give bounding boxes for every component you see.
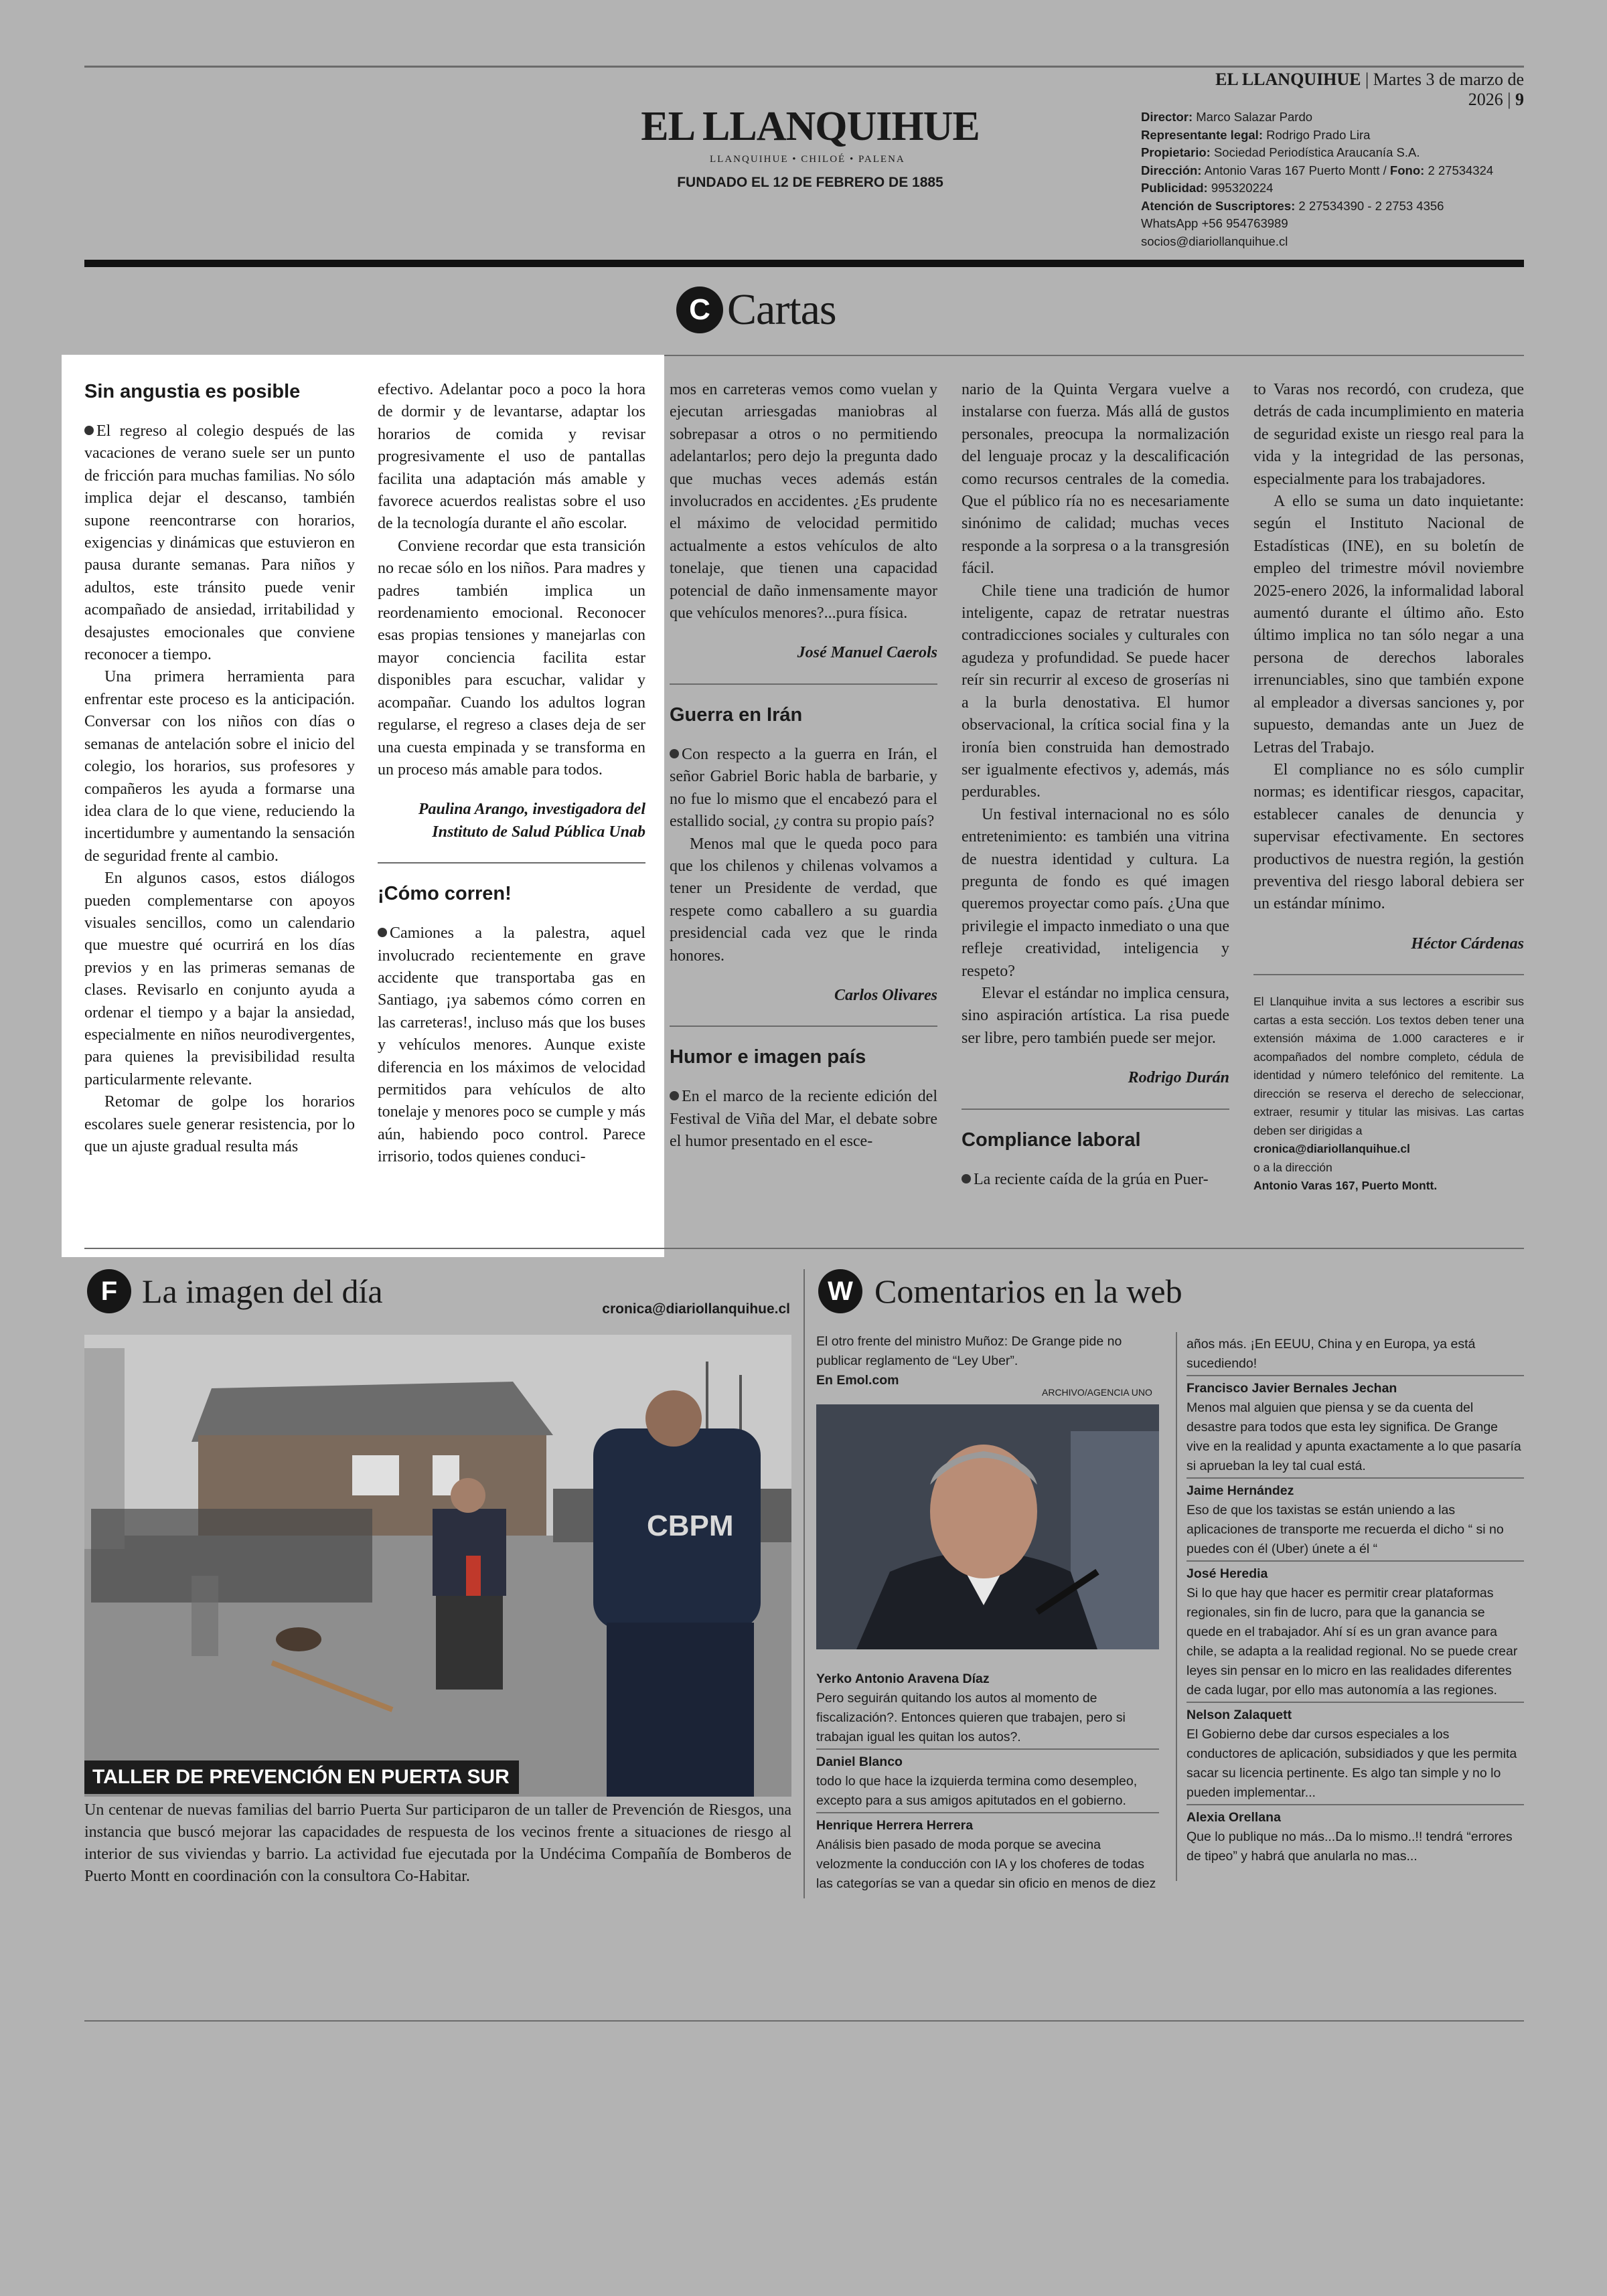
comment: Jaime Hernández Eso de que los taxistas se están uniendo a las aplicaciones de transporte me recuerda el dicho “ si no puedes con él (Uber) únete a él “ (1187, 1477, 1524, 1559)
divider (670, 683, 937, 685)
comment: Yerko Antonio Aravena Díaz Pero seguirán quitando los autos al momento de fiscalización?. Entonces quieren que trabajen, pero si trabajan igual les quitan los autos?. (816, 1667, 1159, 1747)
submission-address: Antonio Varas 167, Puerto Montt. (1253, 1179, 1438, 1193)
comment-author: José Heredia (1187, 1566, 1268, 1581)
letters-column-1: Sin angustia es posible El regreso al colegio después de las vacaciones de verano suele ser un punto de fricción para muchas familias. No sólo implica dejar el descanso, también supone reencontrarse con horarios, exigencias y dinámicas que estuvieron en pausa durante semanas. Para niños y adultos, este tránsito puede venir acompañado de ansiedad, irritabilidad y desajustes emocionales que conviene reconocer a tiempo. Una primera herramienta para enfrentar este proceso es la anticipación. Conversar con los niños con días o semanas de antelación sobre el inicio del colegio, los horarios, sus profesores y compañeros les ayuda a formarse una idea clara de lo que viene, reduciendo la incertidumbre y aumentando la sensación de seguridad frente al cambio. En algunos casos, estos diálogos pueden complementarse con apoyos visuales sencillos, como un calendario que muestre qué ocurrirá en los días previos y en las primeras semanas de clases. Revisarlo en conjunto ayuda a ordenar el tiempo y a bajar la ansiedad, especialmente en niños neurodivergentes, para quienes la previsibilidad resulta particularmente relevante. Retomar de golpe los horarios escolares suele generar resistencia, por lo que un ajuste gradual resulta más (84, 379, 355, 1158)
letter-title: Humor e imagen país (670, 1046, 866, 1068)
divider (670, 1026, 937, 1027)
photo-illustration (84, 1335, 791, 1797)
top-rule (84, 66, 1524, 68)
comment: Alexia Orellana Que lo publique no más...Da lo mismo..!! tendrá “errores de tipeo” y habrá que anularla no mas... (1187, 1804, 1524, 1866)
bullet-icon (962, 1174, 971, 1183)
page-folio: EL LLANQUIHUE | Martes 3 de marzo de 2026 | 9 (1215, 70, 1524, 109)
image-of-day-header (87, 1269, 383, 1313)
letter-signature: Rodrigo Durán (1128, 1069, 1229, 1087)
bullet-icon (670, 749, 679, 758)
comments-logo-icon: W (818, 1269, 862, 1313)
portrait-photo (816, 1404, 1159, 1649)
section-logo-icon: C (676, 286, 723, 333)
lead-source: En Emol.com (816, 1373, 899, 1388)
comment: Nelson Zalaquett El Gobierno debe dar cursos especiales a los conductores de aplicación, subsidiados y que les permita sacar su licencia pertinente. Es algo tan simple y no lo pueden implementar... (1187, 1702, 1524, 1803)
staff-box: Director: Marco Salazar Pardo Representante legal: Rodrigo Prado Lira Propietario: Sociedad Periodística Araucanía S.A. Dirección: Antonio Varas 167 Puerto Montt / Fono: 2 27534324 Publicidad: 995320224 Atención de Suscriptores: 2 27534390 - 2 2753 4356 WhatsApp +56 954763989 socios@diariollanquihue.cl (1141, 108, 1543, 250)
letter-title: ¡Cómo corren! (378, 883, 512, 905)
divider (962, 1109, 1229, 1110)
founded-date: FUNDADO EL 12 DE FEBRERO DE 1885 (677, 175, 943, 190)
letter-title: Guerra en Irán (670, 704, 803, 726)
letter-title: Compliance laboral (962, 1129, 1141, 1151)
letters-column-4: nario de la Quinta Vergara vuelve a instalarse con fuerza. Más allá de gustos personales, preocupa la normalización del lenguaje procaz y la descalificación como recursos centrales de la comedia. Que el público ría no es necesariamente sinónimo de calidad; muchas veces responde a la sorpresa o a la transgresión fácil. Chile tiene una tradición de humor inteligente, capaz de retratar nuestras contradicciones sociales y culturales con agudeza y profundidad. Se puede hacer reír sin recurrir al exceso de groserías ni a la burla denostativa. El humor observacional, la crítica social fina y la ironía bien construida han demostrado ser igualmente efectivos y, además, más perdurables. Un festival internacional no es sólo entretenimiento: es también una vitrina de nuestra identidad y cultura. La pregunta de fondo es qué imagen queremos proyectar como país. ¿Una que privilegie el impacto inmediato o una que refleje creatividad, inteligencia y respeto? Elevar el estándar no implica censura, sino aspiración artística. La risa puede ser libre, pero también puede ser mejor. Rodrigo Durán Compliance laboral La reciente caída de la grúa en Puer- (962, 381, 1229, 1188)
letters-column-5: to Varas nos recordó, con crudeza, que detrás de cada incumplimiento en materia de seguridad existe un riesgo real para la vida y la integridad de las personas, especialmente para los trabajadores. A ello se suma un dato inquietante: según el Instituto Nacional de Estadísticas (INE), en su boletín de empleo del trimestre móvil noviembre 2025-enero 2026, la informalidad laboral aumentó durante el último año. Esto último implica no tan sólo negar a una persona de derechos laborales irrenunciables, sino que también expone al empleador a diversas sanciones y, por supuesto, demandas ante un Juez de Letras del Trabajo. El compliance no es sólo cumplir normas; es identificar riesgos, capacitar, establecer canales de denuncia y supervisar efectivamente. En sectores productivos de nuestra región, la gestión preventiva del riesgo laboral debiera ser un estándar mínimo. Héctor Cárdenas El Llanquihue invita a sus lectores a escribir sus cartas a esta sección. Los textos deben tener una extensión máxima de 1.000 caracteres e ir acompañados del nombre completo, cédula de identidad y número telefónico del remitente. La dirección se reserva el derecho de seleccionar, extraer, resumir y titular las misivas. Las cartas deben ser dirigidas a cronica@diariollanquihue.cl o a la dirección Antonio Varas 167, Puerto Montt. (1253, 379, 1524, 1196)
brand-name: EL LLANQUIHUE (641, 104, 980, 149)
bullet-icon (378, 928, 387, 937)
comments-left (816, 1667, 1159, 1895)
comment: Francisco Javier Bernales Jechan Menos mal alguien que piensa y se da cuenta del desastre para todos que esta ley significa. De Grange vive en la realidad y apunta exactamente a lo que pasaría si aprueban la ley tal cual está. (1187, 1375, 1524, 1476)
submission-note: El Llanquihue invita a sus lectores a escribir sus cartas a esta sección. Los textos deben tener una extensión máxima de 1.000 caracteres e ir acompañados del nombre completo, cédula de identidad y número telefónico del remitente. La dirección se reserva el derecho de seleccionar, extraer, resumir y titular las misivas. Las cartas deben ser dirigidas a cronica@diariollanquihue.cl o a la dirección Antonio Varas 167, Puerto Montt. (1253, 995, 1524, 1193)
comment-continued: años más. ¡En EEUU, China y en Europa, ya está sucediendo! (1187, 1337, 1476, 1371)
comment-author: Yerko Antonio Aravena Díaz (816, 1671, 990, 1686)
letter-signature: Carlos Olivares (834, 986, 937, 1004)
section-title: Cartas (727, 285, 836, 334)
comments-header (818, 1269, 1182, 1313)
subscriber-email: socios@diariollanquihue.cl (1141, 234, 1288, 248)
divider (378, 862, 645, 864)
brand-sub: LLANQUIHUE • CHILOÉ • PALENA (710, 154, 905, 165)
comment-author: Alexia Orellana (1187, 1810, 1281, 1825)
letter-signature: Héctor Cárdenas (1411, 934, 1524, 953)
masthead-rule (84, 260, 1524, 267)
portrait-illustration (816, 1404, 1159, 1649)
photo-text: Un centenar de nuevas familias del barrio Puerta Sur participaron de un taller de Prevención de Riesgos, una instancia que buscó mejorar las capacidades de respuesta de los vecinos frente a situaciones de riesgo al interior de sus viviendas y barrio. La actividad fue ejecutada por la Undécima Compañía de Bomberos de Puerto Montt en coordinación con la consultora Co-Habitar. (84, 1801, 791, 1885)
letter-signature: Paulina Arango, investigadora del Instituto de Salud Pública Unab (418, 801, 645, 841)
comment: José Heredia Si lo que hay que hacer es permitir crear plataformas regionales, sin fin de lucro, para que la ganancia se quede en el trabajador. Ahí sí es un gran avance para chile, se adapta a la realidad regional. No se puede crear leyes sin pensar en lo micro en las realidades diferentes de cada lugar, por ello mas autonomía a las regiones. (1187, 1560, 1524, 1700)
photo-caption: TALLER DE PREVENCIÓN EN PUERTA SUR (84, 1760, 519, 1794)
comments-lead (816, 1332, 1159, 1390)
comment-author: Jaime Hernández (1187, 1483, 1294, 1498)
letter-signature: José Manuel Caerols (797, 644, 937, 662)
image-of-day-email[interactable]: cronica@diariollanquihue.cl (602, 1301, 790, 1317)
letters-column-3: mos en carreteras vemos como vuelan y ejecutan arriesgadas maniobras al sobrepasar a otros o no permitiendo adelantarlos; pero dejo la pregunta dado que muchas veces además están involucrados en accidentes. ¿Es prudente el máximo de velocidad permitido actualmente a estos vehículos de alto tonelaje, que tienen una capacidad potencial de daño inmensamente mayor que vehículos menores?...pura física. José Manuel Caerols Guerra en Irán Con respecto a la guerra en Irán, el señor Gabriel Boric habla de barbarie, y no fue lo mismo que el encabezó para el estallido social, ¿y contra su propio país? Menos mal que le queda poco para que los chilenos y chilenas volvamos a tener un Presidente de verdad, que respete como caballero a su guardia presidencial cada vez que le rinda honores. Carlos Olivares Humor e imagen país En el marco de la reciente edición del Festival de Viña del Mar, el debate sobre el humor presentado en el esce- (670, 381, 937, 1151)
comments-right (1187, 1332, 1524, 1868)
letters-column-2: efectivo. Adelantar poco a poco la hora de dormir y de levantarse, adaptar los horarios de comida y revisar progresivamente el uso de pantallas facilita una adaptación más amable y favorece acuerdos realistas sobre el uso de la tecnología durante el año escolar. Conviene recordar que esta transición no recae sólo en los niños. Para madres y padres también implica un reordenamiento emocional. Reconocer esas propias tensiones y manejarlas con mayor conciencia facilita estar disponibles para escuchar, validar y acompañar. Cuando los adultos logran regularse, el regreso a clases deja de ser una cuesta empinada y se transforma en un proceso más amable para todos. Paulina Arango, investigadora del Instituto de Salud Pública Unab ¡Cómo corren! Camiones a la palestra, aquel involucrado recientemente en grave accidente que transportaba gas en Santiago, ¡ya sabemos cómo corren en las carreteras!, incluso más que los buses y vehículos menores. Aunque existe diferencia en los máximos de velocidad permitidos para vehículos de alto tonelaje y menores poco se cumple y más aún, habiendo poco control. Parece irrisorio, todos quienes conduci- (378, 381, 645, 1166)
image-of-day-logo-icon: F (87, 1269, 131, 1313)
lead-text: El otro frente del ministro Muñoz: De Grange pide no publicar reglamento de “Ley Uber”. (816, 1334, 1122, 1368)
photo-jacket-badge: CBPM (647, 1509, 734, 1542)
comment-author: Daniel Blanco (816, 1754, 903, 1769)
comment-author: Henrique Herrera Herrera (816, 1818, 974, 1833)
news-photo (84, 1335, 791, 1797)
page-number: 9 (1515, 90, 1524, 109)
divider (1253, 974, 1524, 975)
bottom-rule (84, 2020, 1524, 2022)
comment-author: Francisco Javier Bernales Jechan (1187, 1381, 1397, 1396)
section-rule (84, 1248, 1524, 1249)
letter-title: Sin angustia es posible (84, 381, 301, 402)
comment: Daniel Blanco todo lo que hace la izquierda termina como desempleo, excepto para a sus amigos apitutados en el gobierno. (816, 1748, 1159, 1811)
section-header (676, 286, 836, 333)
image-of-day-title: La imagen del día (142, 1273, 383, 1310)
masthead (629, 106, 991, 191)
photo-credit: ARCHIVO/AGENCIA UNO (1042, 1387, 1152, 1398)
bullet-icon (84, 426, 94, 435)
bullet-icon (670, 1091, 679, 1100)
comment: Henrique Herrera Herrera Análisis bien pasado de moda porque se avecina velozmente la conducción con IA y los choferes de todas las categorías se van a quedar sin oficio en menos de diez (816, 1812, 1159, 1894)
submission-email[interactable]: cronica@diariollanquihue.cl (1253, 1142, 1410, 1156)
column-divider (1176, 1332, 1177, 1881)
comment-author: Nelson Zalaquett (1187, 1708, 1292, 1722)
comments-title: Comentarios en la web (874, 1273, 1182, 1310)
column-divider (804, 1269, 805, 1898)
